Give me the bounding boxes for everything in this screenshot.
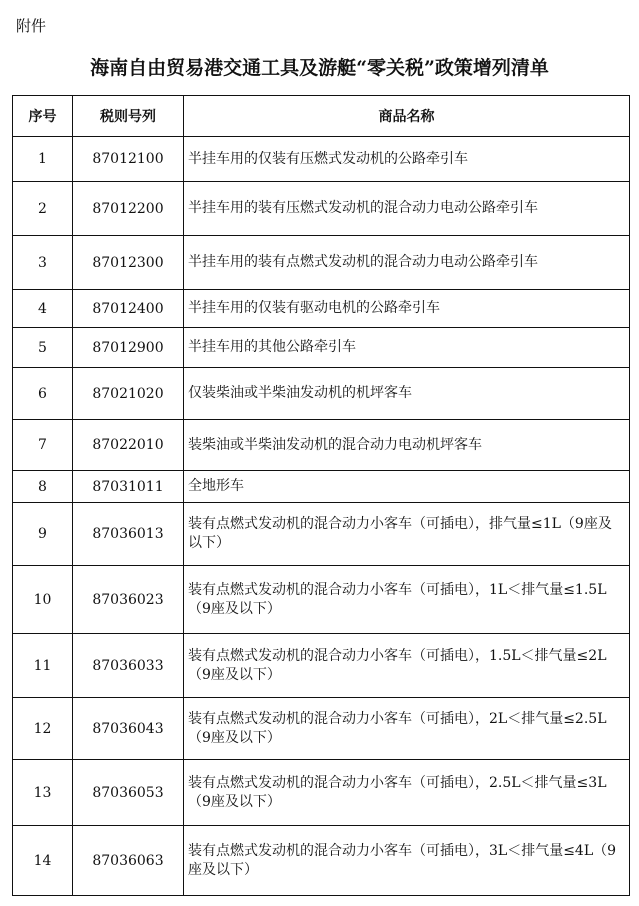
row-tariff-code: 87036053	[73, 760, 184, 826]
row-tariff-code: 87036023	[73, 566, 184, 634]
table-row	[13, 826, 630, 896]
row-number: 6	[13, 368, 73, 420]
table-row	[13, 634, 630, 698]
row-product-name: 装有点燃式发动机的混合动力小客车（可插电），2L＜排气量≤2.5L（9座及以下）	[184, 698, 630, 760]
row-tariff-code: 87022010	[73, 420, 184, 471]
row-number: 10	[13, 566, 73, 634]
document-title: 海南自由贸易港交通工具及游艇“零关税”政策增列清单	[90, 57, 549, 79]
row-product-name: 仅装柴油或半柴油发动机的机坪客车	[184, 368, 630, 420]
row-number: 9	[13, 503, 73, 566]
row-number: 1	[13, 137, 73, 182]
row-number: 12	[13, 698, 73, 760]
row-product-name: 装有点燃式发动机的混合动力小客车（可插电），3L＜排气量≤4L（9座及以下）	[184, 826, 630, 896]
row-tariff-code: 87012100	[73, 137, 184, 182]
table-row	[13, 137, 630, 182]
row-product-name: 全地形车	[184, 471, 630, 503]
row-tariff-code: 87031011	[73, 471, 184, 503]
table-row	[13, 182, 630, 236]
table-row	[13, 236, 630, 290]
row-product-name: 半挂车用的其他公路牵引车	[184, 328, 630, 368]
row-tariff-code: 87036043	[73, 698, 184, 760]
row-product-name: 装有点燃式发动机的混合动力小客车（可插电），2.5L＜排气量≤3L（9座及以下）	[184, 760, 630, 826]
row-number: 8	[13, 471, 73, 503]
table-row	[13, 566, 630, 634]
table-row	[13, 698, 630, 760]
table-row	[13, 471, 630, 503]
row-product-name: 装有点燃式发动机的混合动力小客车（可插电），排气量≤1L（9座及以下）	[184, 503, 630, 566]
row-tariff-code: 87036013	[73, 503, 184, 566]
attachment-label: 附件	[16, 17, 47, 35]
row-tariff-code: 87036063	[73, 826, 184, 896]
row-tariff-code: 87036033	[73, 634, 184, 698]
row-product-name: 装有点燃式发动机的混合动力小客车（可插电），1.5L＜排气量≤2L（9座及以下）	[184, 634, 630, 698]
row-product-name: 装柴油或半柴油发动机的混合动力电动机坪客车	[184, 420, 630, 471]
row-number: 2	[13, 182, 73, 236]
row-product-name: 装有点燃式发动机的混合动力小客车（可插电），1L＜排气量≤1.5L（9座及以下）	[184, 566, 630, 634]
row-number: 11	[13, 634, 73, 698]
row-tariff-code: 87012200	[73, 182, 184, 236]
row-tariff-code: 87012900	[73, 328, 184, 368]
table-row	[13, 328, 630, 368]
row-tariff-code: 87012300	[73, 236, 184, 290]
row-number: 3	[13, 236, 73, 290]
tariff-list-table	[12, 95, 630, 896]
table-header-row	[13, 96, 630, 137]
row-number: 7	[13, 420, 73, 471]
header-product-name: 商品名称	[184, 96, 630, 137]
table-row	[13, 290, 630, 328]
table-row	[13, 760, 630, 826]
header-tariff-code: 税则号列	[73, 96, 184, 137]
row-product-name: 半挂车用的装有点燃式发动机的混合动力电动公路牵引车	[184, 236, 630, 290]
table-row	[13, 368, 630, 420]
header-serial-number: 序号	[13, 96, 73, 137]
row-product-name: 半挂车用的仅装有驱动电机的公路牵引车	[184, 290, 630, 328]
row-number: 5	[13, 328, 73, 368]
row-product-name: 半挂车用的仅装有压燃式发动机的公路牵引车	[184, 137, 630, 182]
row-product-name: 半挂车用的装有压燃式发动机的混合动力电动公路牵引车	[184, 182, 630, 236]
row-tariff-code: 87021020	[73, 368, 184, 420]
row-number: 14	[13, 826, 73, 896]
row-tariff-code: 87012400	[73, 290, 184, 328]
row-number: 4	[13, 290, 73, 328]
table-row	[13, 420, 630, 471]
row-number: 13	[13, 760, 73, 826]
table-row	[13, 503, 630, 566]
